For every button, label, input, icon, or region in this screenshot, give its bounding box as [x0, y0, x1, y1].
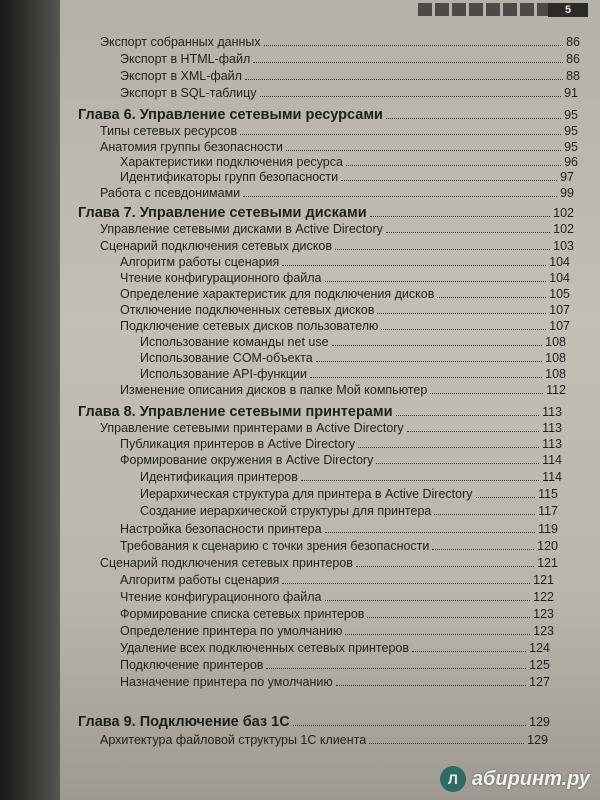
- toc-chapter-heading: [78, 404, 562, 421]
- toc-chapter-heading: [78, 205, 574, 222]
- toc-leader-dots: [335, 239, 550, 250]
- toc-page-number: 117: [538, 504, 558, 518]
- toc-leader-dots: [396, 405, 540, 416]
- toc-page-number: 96: [564, 155, 578, 169]
- toc-leader-dots: [325, 522, 536, 533]
- toc-entry-title: Работа с псевдонимами: [100, 186, 241, 200]
- toc-entry-title: Идентификация принтеров: [140, 470, 298, 484]
- toc-entry-title: Настройка безопасности принтера: [120, 522, 322, 536]
- toc-entry: [120, 590, 554, 605]
- toc-entry-title: Требования к сценарию с точки зрения безопасности: [120, 539, 430, 553]
- toc-entry-title: Экспорт в HTML-файл: [120, 52, 251, 66]
- toc-entry: [120, 303, 570, 318]
- toc-page-number: 95: [564, 108, 578, 122]
- toc-entry-title: Экспорт собранных данных: [100, 35, 261, 49]
- toc-page-number: 107: [549, 303, 570, 317]
- toc-page-number: 95: [564, 140, 578, 154]
- toc-entry: [140, 504, 558, 519]
- toc-page-number: 113: [542, 405, 562, 419]
- toc-entry: [120, 658, 550, 673]
- toc-entry-title: Использование API-функции: [140, 367, 307, 381]
- toc-page-number: 123: [533, 624, 554, 638]
- toc-page-number: 129: [527, 733, 548, 747]
- toc-page-number: 125: [529, 658, 550, 672]
- toc-page-number: 129: [529, 715, 550, 729]
- toc-entry-title: Характеристики подключения ресурса: [120, 155, 343, 169]
- toc-leader-dots: [386, 222, 550, 233]
- toc-entry: [100, 140, 578, 155]
- toc-leader-dots: [282, 255, 546, 266]
- toc-leader-dots: [293, 715, 526, 726]
- toc-page-number: 104: [549, 271, 570, 285]
- toc-page-number: 121: [533, 573, 554, 587]
- toc-page-number: 112: [546, 383, 566, 397]
- toc-entry-title: Экспорт в XML-файл: [120, 69, 242, 83]
- page-number: 5: [548, 3, 588, 17]
- toc-leader-dots: [434, 504, 535, 515]
- toc-page-number: 123: [533, 607, 554, 621]
- toc-leader-dots: [240, 124, 561, 135]
- toc-page-number: 114: [542, 453, 562, 467]
- toc-entry: [100, 124, 578, 139]
- toc-leader-dots: [316, 351, 542, 362]
- toc-entry-title: Чтение конфигурационного файла: [120, 590, 322, 604]
- toc-entry: [120, 453, 562, 468]
- toc-page-number: 104: [549, 255, 570, 269]
- watermark: [440, 766, 590, 792]
- toc-entry: [100, 35, 580, 50]
- toc-entry-title: Глава 8. Управление сетевыми принтерами: [78, 404, 393, 420]
- toc-entry: [140, 335, 566, 350]
- toc-page-number: 122: [533, 590, 554, 604]
- toc-entry: [100, 186, 574, 201]
- toc-entry: [120, 624, 554, 639]
- toc-entry: [100, 222, 574, 237]
- toc-entry-title: Анатомия группы безопасности: [100, 140, 283, 154]
- toc-leader-dots: [264, 35, 563, 46]
- toc-page-number: 113: [542, 437, 562, 451]
- toc-page-number: 114: [542, 470, 562, 484]
- toc-page-number: 95: [564, 124, 578, 138]
- toc-page-number: 120: [537, 539, 558, 553]
- toc-leader-dots: [345, 624, 530, 635]
- toc-entry-title: Сценарий подключения сетевых принтеров: [100, 556, 353, 570]
- toc-entry-title: Использование команды net use: [140, 335, 329, 349]
- toc-page-number: 88: [566, 69, 580, 83]
- toc-leader-dots: [253, 52, 563, 63]
- toc-leader-dots: [286, 140, 561, 151]
- toc-entry: [120, 675, 550, 690]
- toc-leader-dots: [432, 539, 534, 550]
- toc-entry-title: Сценарий подключения сетевых дисков: [100, 239, 332, 253]
- toc-page-number: 105: [549, 287, 570, 301]
- toc-entry: [100, 239, 574, 254]
- toc-entry: [120, 383, 566, 398]
- toc-entry: [120, 573, 554, 588]
- toc-entry-title: Чтение конфигурационного файла: [120, 271, 322, 285]
- toc-leader-dots: [332, 335, 543, 346]
- toc-entry-title: Назначение принтера по умолчанию: [120, 675, 333, 689]
- toc-entry: [120, 539, 558, 554]
- toc-entry-title: Архитектура файловой структуры 1С клиента: [100, 733, 367, 747]
- toc-entry-title: Идентификаторы групп безопасности: [120, 170, 339, 184]
- book-spine: [0, 0, 62, 800]
- toc-entry: [120, 287, 570, 302]
- toc-page-number: 99: [560, 186, 574, 200]
- toc-chapter-heading: [78, 714, 550, 731]
- toc-entry-title: Отключение подключенных сетевых дисков: [120, 303, 375, 317]
- toc-leader-dots: [356, 556, 534, 567]
- toc-entry: [120, 86, 578, 101]
- toc-leader-dots: [430, 383, 543, 394]
- toc-entry-title: Подключение сетевых дисков пользователю: [120, 319, 379, 333]
- toc-entry-title: Управление сетевыми дисками в Active Directory: [100, 222, 383, 236]
- toc-entry: [120, 607, 554, 622]
- toc-page-number: 115: [538, 487, 558, 501]
- toc-entry: [140, 487, 558, 502]
- toc-page-number: 97: [560, 170, 574, 184]
- toc-page-number: 108: [545, 335, 566, 349]
- toc-leader-dots: [377, 303, 546, 314]
- labirint-logo: Л: [440, 766, 466, 792]
- toc-page-number: 91: [564, 86, 578, 100]
- watermark-text: абиринт.ру: [471, 767, 590, 790]
- toc-page-number: 102: [553, 206, 574, 220]
- toc-leader-dots: [325, 271, 547, 282]
- toc-page-number: 103: [553, 239, 574, 253]
- toc-chapter-heading: [78, 107, 578, 124]
- toc-leader-dots: [336, 675, 526, 686]
- toc-page-number: 113: [542, 421, 562, 435]
- toc-entry: [120, 319, 570, 334]
- toc-leader-dots: [341, 170, 557, 181]
- toc-leader-dots: [386, 108, 561, 119]
- toc-entry-title: Глава 9. Подключение баз 1С: [78, 714, 290, 730]
- toc-entry: [120, 522, 558, 537]
- toc-entry-title: Использование COM-объекта: [140, 351, 313, 365]
- toc-leader-dots: [412, 641, 526, 652]
- toc-entry-title: Иерархическая структура для принтера в Active Directory: [140, 487, 473, 501]
- toc-entry-title: Экспорт в SQL-таблицу: [120, 86, 257, 100]
- toc-entry: [120, 69, 580, 84]
- toc-entry-title: Формирование окружения в Active Directory: [120, 453, 374, 467]
- toc-page-number: 121: [537, 556, 558, 570]
- toc-entry-title: Подключение принтеров: [120, 658, 264, 672]
- toc-leader-dots: [260, 86, 562, 97]
- toc-entry: [100, 421, 562, 436]
- toc-page-number: 127: [529, 675, 550, 689]
- toc-entry-title: Определение принтера по умолчанию: [120, 624, 343, 638]
- toc-entry-title: Формирование списка сетевых принтеров: [120, 607, 365, 621]
- toc-page-number: 102: [553, 222, 574, 236]
- toc-leader-dots: [310, 367, 542, 378]
- toc-entry-title: Удаление всех подключенных сетевых принтеров: [120, 641, 409, 655]
- toc-leader-dots: [346, 155, 561, 166]
- toc-leader-dots: [369, 733, 524, 744]
- toc-entry: [120, 170, 574, 185]
- toc-page-number: 119: [538, 522, 558, 536]
- toc-entry-title: Глава 6. Управление сетевыми ресурсами: [78, 107, 383, 123]
- toc-leader-dots: [266, 658, 526, 669]
- toc-page-number: 108: [545, 351, 566, 365]
- toc-leader-dots: [301, 470, 539, 481]
- toc-entry: [140, 470, 562, 485]
- toc-page-number: 108: [545, 367, 566, 381]
- toc-entry-title: Алгоритм работы сценария: [120, 573, 280, 587]
- toc-leader-dots: [370, 206, 551, 217]
- toc-entry: [140, 367, 566, 382]
- toc-entry: [120, 255, 570, 270]
- toc-page-number: 124: [529, 641, 550, 655]
- toc-leader-dots: [245, 69, 563, 80]
- toc-entry-title: Определение характеристик для подключения дисков: [120, 287, 435, 301]
- toc-entry-title: Глава 7. Управление сетевыми дисками: [78, 205, 367, 221]
- toc-entry-title: Типы сетевых ресурсов: [100, 124, 238, 138]
- toc-leader-dots: [376, 453, 539, 464]
- toc-leader-dots: [381, 319, 546, 330]
- toc-entry-title: Публикация принтеров в Active Directory: [120, 437, 356, 451]
- book-page: [60, 0, 600, 800]
- toc-entry: [120, 155, 578, 170]
- table-of-contents: [60, 0, 600, 800]
- toc-entry: [120, 641, 550, 656]
- toc-leader-dots: [437, 287, 546, 298]
- toc-leader-dots: [367, 607, 530, 618]
- toc-leader-dots: [325, 590, 531, 601]
- toc-leader-dots: [282, 573, 530, 584]
- toc-entry: [100, 733, 548, 748]
- toc-entry-title: Изменение описания дисков в папке Мой компьютер: [120, 383, 428, 397]
- toc-leader-dots: [407, 421, 539, 432]
- toc-leader-dots: [358, 437, 539, 448]
- toc-entry-title: Алгоритм работы сценария: [120, 255, 280, 269]
- toc-entry-title: Управление сетевыми принтерами в Active Directory: [100, 421, 404, 435]
- toc-entry-title: Создание иерархической структуры для принтера: [140, 504, 432, 518]
- toc-entry: [120, 271, 570, 286]
- toc-page-number: 86: [566, 35, 580, 49]
- toc-entry: [140, 351, 566, 366]
- toc-entry: [120, 437, 562, 452]
- toc-leader-dots: [243, 186, 557, 197]
- toc-leader-dots: [476, 487, 536, 498]
- toc-entry: [120, 52, 580, 67]
- toc-entry: [100, 556, 558, 571]
- toc-page-number: 107: [549, 319, 570, 333]
- toc-page-number: 86: [566, 52, 580, 66]
